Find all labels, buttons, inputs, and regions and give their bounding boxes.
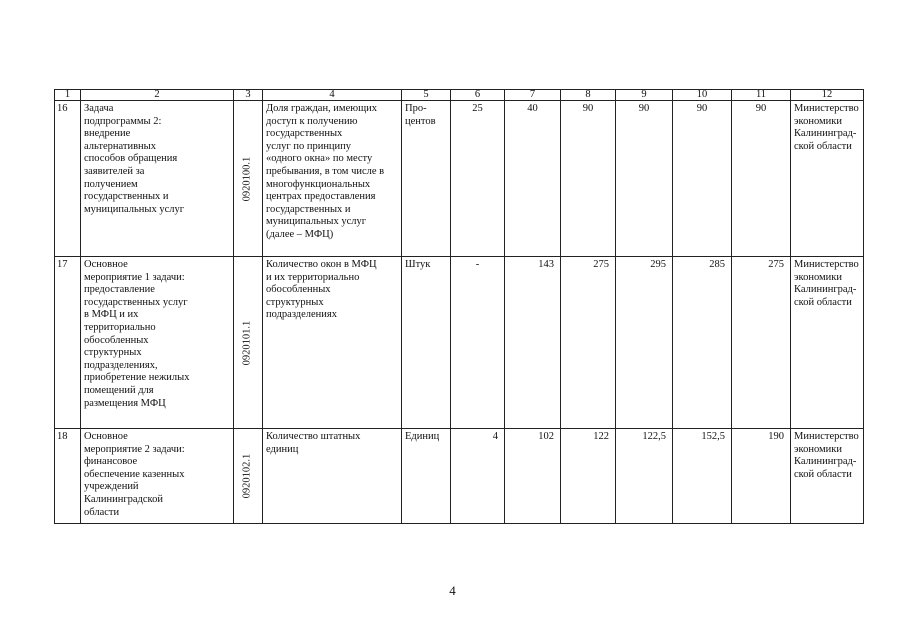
code-cell [234, 257, 263, 429]
code-cell [234, 101, 263, 257]
col-header-1: 1 [55, 90, 81, 101]
page-number: 4 [449, 583, 456, 598]
value-9: 295 [616, 257, 673, 429]
task-name: Основное мероприятие 2 задачи: финансовое обеспечение казенных учреждений Калининградской области [81, 429, 234, 524]
col-header-4: 4 [263, 90, 402, 101]
code-cell [234, 429, 263, 524]
header-row [55, 90, 864, 101]
col-header-10: 10 [673, 90, 732, 101]
value-9: 90 [616, 101, 673, 257]
value-9: 122,5 [616, 429, 673, 524]
table-row [55, 101, 864, 257]
col-header-7: 7 [505, 90, 561, 101]
value-7: 143 [505, 257, 561, 429]
table-row [55, 257, 864, 429]
value-8: 275 [561, 257, 616, 429]
value-6: 4 [451, 429, 505, 524]
task-name: Основное мероприятие 1 задачи: предоставление государственных услуг в МФЦ и их территориально обособленных структурных подразделениях, приобретение нежилых помещений для размещения МФЦ [81, 257, 234, 429]
row-number: 18 [55, 429, 81, 524]
responsible: Министерство экономики Калининград- ской области [791, 257, 864, 429]
value-11: 275 [732, 257, 791, 429]
row-number: 16 [55, 101, 81, 257]
responsible: Министерство экономики Калининград- ской области [791, 429, 864, 524]
col-header-5: 5 [402, 90, 451, 101]
value-7: 40 [505, 101, 561, 257]
value-7: 102 [505, 429, 561, 524]
unit: Единиц [402, 429, 451, 524]
value-11: 190 [732, 429, 791, 524]
unit: Про- центов [402, 101, 451, 257]
value-6: - [451, 257, 505, 429]
value-6: 25 [451, 101, 505, 257]
col-header-8: 8 [561, 90, 616, 101]
code-text: 0920100.1 [241, 156, 253, 201]
col-header-12: 12 [791, 90, 864, 101]
col-header-11: 11 [732, 90, 791, 101]
value-10: 90 [673, 101, 732, 257]
code-text: 0920101.1 [241, 320, 253, 365]
col-header-6: 6 [451, 90, 505, 101]
table-row [55, 429, 864, 524]
responsible: Министерство экономики Калининград- ской области [791, 101, 864, 257]
value-10: 285 [673, 257, 732, 429]
task-name: Задача подпрограммы 2: внедрение альтернативных способов обращения заявителей за получением государственных и муниципальных услуг [81, 101, 234, 257]
col-header-2: 2 [81, 90, 234, 101]
value-10: 152,5 [673, 429, 732, 524]
col-header-3: 3 [234, 90, 263, 101]
row-number: 17 [55, 257, 81, 429]
value-8: 122 [561, 429, 616, 524]
indicator-name: Доля граждан, имеющих доступ к получению государственных услуг по принципу «одного окна» по месту пребывания, в том числе в многофункциональных центрах предоставления государственных и муниципальных услуг (далее – МФЦ) [263, 101, 402, 257]
col-header-9: 9 [616, 90, 673, 101]
indicator-name: Количество штатных единиц [263, 429, 402, 524]
value-11: 90 [732, 101, 791, 257]
indicator-name: Количество окон в МФЦ и их территориально обособленных структурных подразделениях [263, 257, 402, 429]
indicators-table [54, 89, 864, 524]
unit: Штук [402, 257, 451, 429]
code-text: 0920102.1 [241, 453, 253, 499]
value-8: 90 [561, 101, 616, 257]
